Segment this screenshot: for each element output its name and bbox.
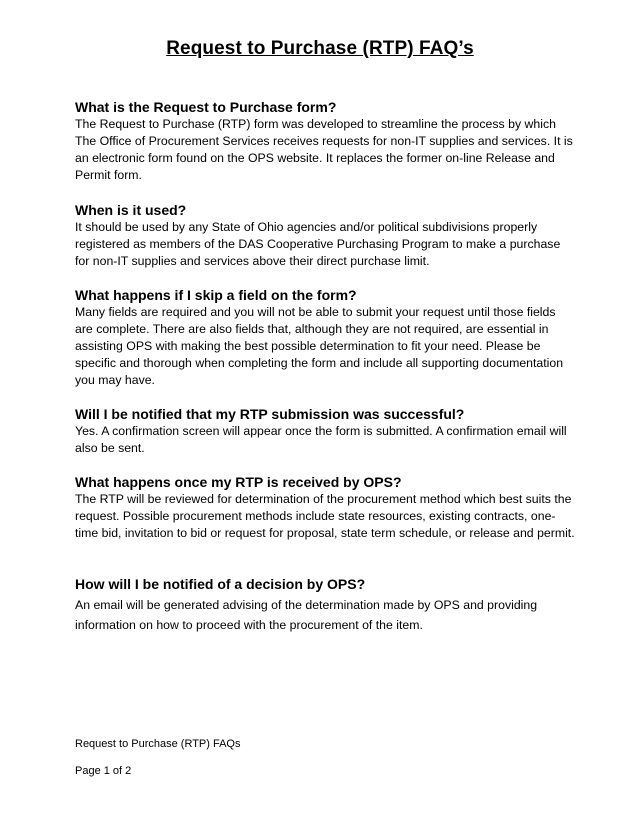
faq-question: When is it used?: [75, 202, 187, 218]
faq-item: [75, 98, 575, 184]
faq-question: Will I be notified that my RTP submission was successful?: [75, 406, 465, 422]
faq-item: [75, 286, 575, 389]
faq-question: What is the Request to Purchase form?: [75, 99, 337, 115]
footer-page-number: Page 1 of 2: [75, 765, 132, 777]
faq-item: [75, 473, 575, 542]
faq-answer: Yes. A confirmation screen will appear once the form is submitted. A confirmation email will also be sent.: [75, 424, 567, 455]
faq-item: [75, 201, 575, 270]
faq-question: What happens once my RTP is received by OPS?: [75, 474, 402, 490]
faq-answer: An email will be generated advising of the determination made by OPS and providing information on how to proceed with the procurement of the item.: [75, 598, 538, 632]
faq-question: How will I be notified of a decision by OPS?: [75, 576, 366, 592]
faq-question: What happens if I skip a field on the form?: [75, 287, 357, 303]
faq-answer: It should be used by any State of Ohio agencies and/or political subdivisions properly registered as members of the DAS Cooperative Purchasing Program to make a purchase for non-IT supplies and services above their direct purchase limit.: [75, 220, 561, 268]
page-title: Request to Purchase (RTP) FAQ’s: [166, 38, 474, 59]
faq-item: [75, 405, 575, 457]
footer-doc-name: Request to Purchase (RTP) FAQs: [75, 738, 241, 750]
faq-item: [75, 575, 575, 635]
faq-answer: The Request to Purchase (RTP) form was developed to streamline the process by which The Office of Procurement Services receives requests for non-IT supplies and services. It is an electronic form found on the OPS website. It replaces the former on-line Release and Permit form.: [75, 117, 573, 182]
faq-answer: Many fields are required and you will not be able to submit your request until those fields are complete. There are also fields that, although they are not required, are essential in assisting OPS with making the best possible determination to fit your need. Please be specific and thorough when completing the form and include all supporting documentation you may have.: [75, 305, 564, 387]
faq-answer: The RTP will be reviewed for determination of the procurement method which best suits the request. Possible procurement methods include state resources, existing contracts, one-time bid, invitation to bid or request for proposal, state term schedule, or release and permit.: [75, 492, 575, 540]
